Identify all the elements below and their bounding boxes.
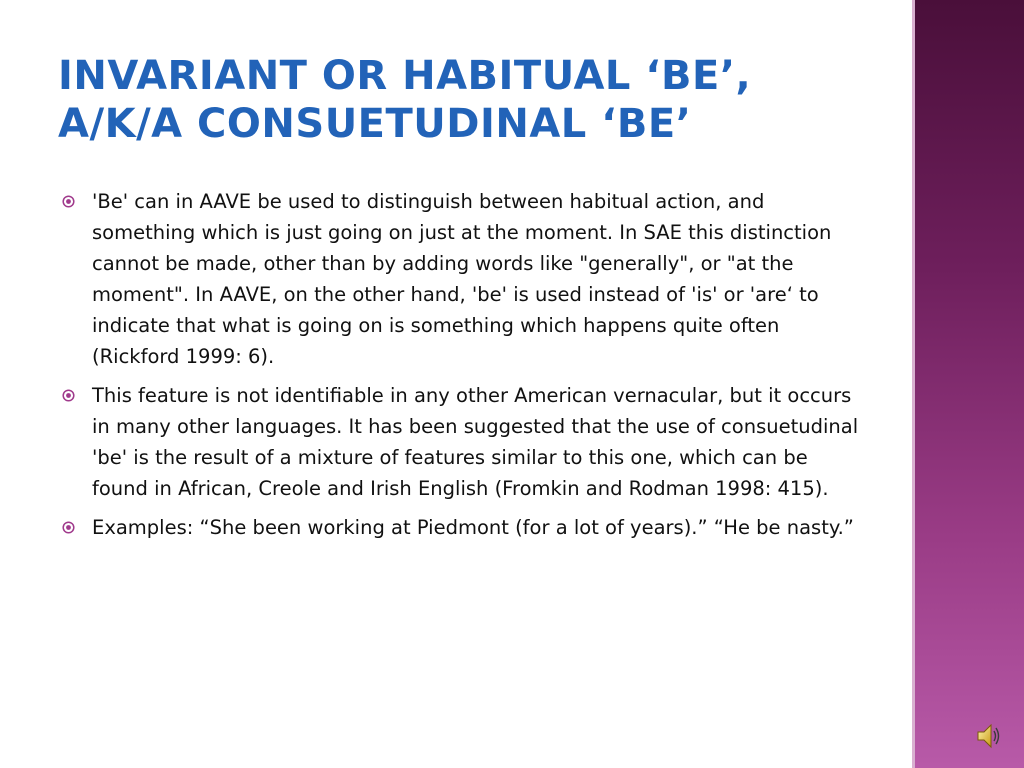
circled-dot-bullet-icon (62, 195, 75, 208)
bullet-item-feature-origin (62, 380, 862, 504)
bullet-list (62, 186, 862, 551)
slide-title (58, 52, 888, 148)
slide-title-line-2: A/K/A CONSUETUDINAL ‘BE’ (58, 101, 692, 147)
circled-dot-bullet-icon (62, 521, 75, 534)
slide-title-line-1: INVARIANT OR HABITUAL ‘BE’, (58, 53, 752, 99)
bullet-text: 'Be' can in AAVE be used to distinguish between habitual action, and something which is just going on just at the moment. In SAE this distinction cannot be made, other than by adding words like "generally", or "at the moment". In AAVE, on the other hand, 'be' is used instead of 'is' or 'are‘ to indicate that what is going on is something which happens quite often (Rickford 1999: 6). (92, 190, 832, 368)
bullet-item-habitual-be (62, 186, 862, 372)
bullet-text: This feature is not identifiable in any other American vernacular, but it occurs in many other languages. It has been suggested that the use of consuetudinal 'be' is the result of a mixture of features similar to this one, which can be found in African, Creole and Irish English (Fromkin and Rodman 1998: 415). (92, 384, 859, 500)
side-panel-edge (912, 0, 915, 768)
bullet-item-examples (62, 512, 862, 543)
bullet-text: Examples: “She been working at Piedmont (for a lot of years).” “He be nasty.” (92, 516, 854, 539)
speaker-icon[interactable] (976, 722, 1000, 750)
circled-dot-bullet-icon (62, 389, 75, 402)
decorative-side-panel (912, 0, 1024, 768)
